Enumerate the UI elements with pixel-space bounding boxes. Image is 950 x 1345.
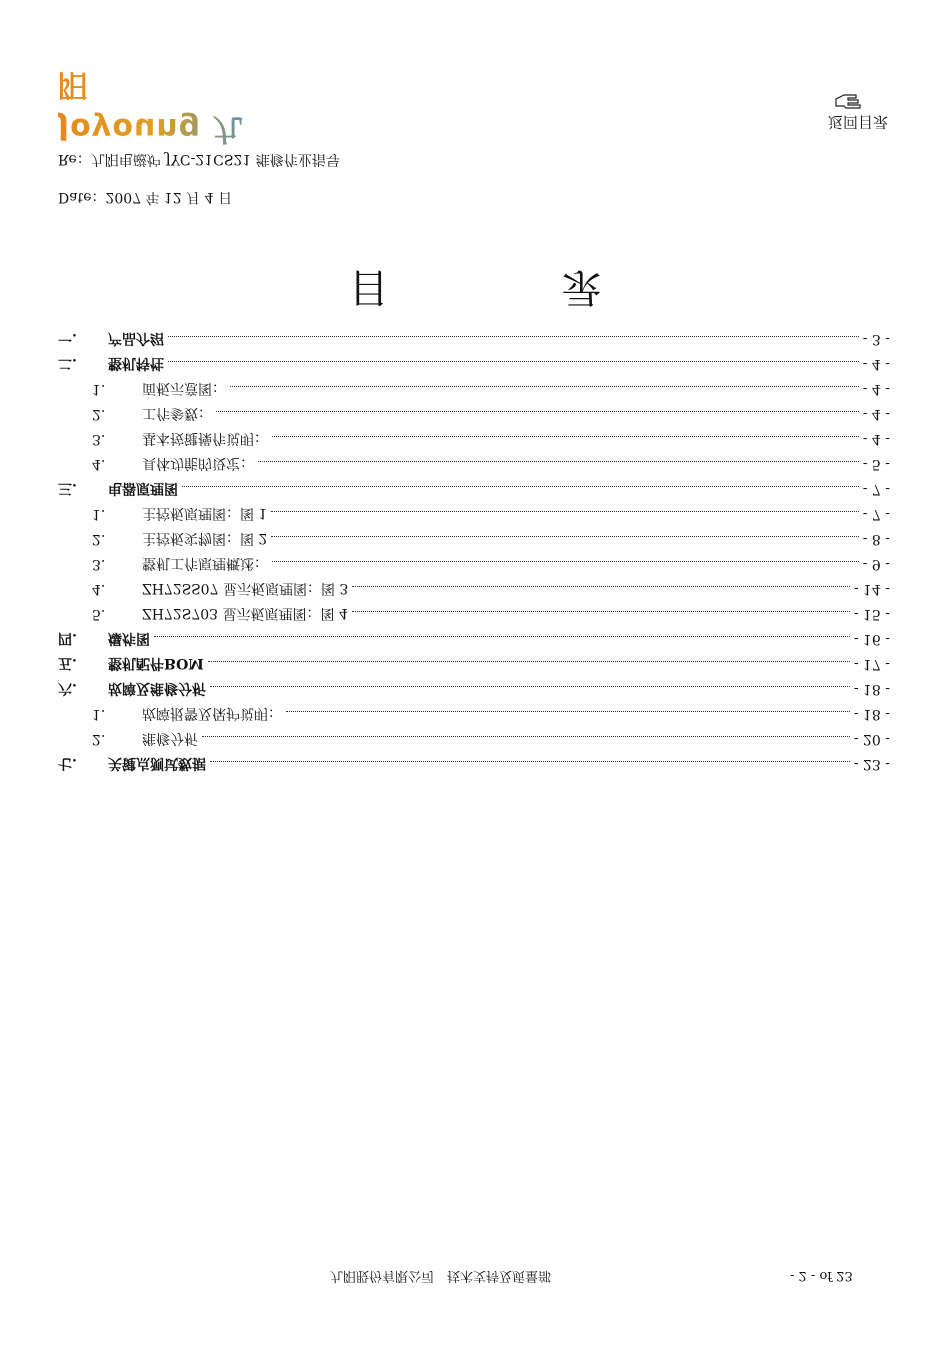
toc-dot-leader	[168, 360, 859, 362]
table-of-contents	[58, 326, 890, 776]
footer-page-number: - 2 - of 23	[790, 1268, 853, 1283]
toc-entry-page: - 16 -	[853, 630, 890, 647]
toc-entry-page: - 7 -	[862, 505, 890, 522]
toc-entry-number: 1.	[92, 380, 106, 397]
toc-entry[interactable]	[58, 701, 890, 726]
toc-entry-number: 二.	[58, 354, 77, 371]
toc-entry-page: - 9 -	[862, 555, 890, 572]
toc-dot-leader	[272, 560, 859, 562]
toc-entry[interactable]	[58, 476, 890, 501]
toc-entry-number: 4.	[92, 580, 106, 597]
toc-entry-page: - 17 -	[853, 655, 890, 672]
date-line: Date：2007 年 12 月 4 日	[58, 189, 233, 205]
toc-entry[interactable]	[58, 551, 890, 576]
toc-entry-number: 一.	[58, 329, 77, 346]
page-title: 目 录	[348, 264, 682, 310]
pointing-hand-icon	[834, 92, 866, 110]
toc-entry-page: - 4 -	[862, 380, 890, 397]
toc-entry[interactable]	[58, 651, 890, 676]
toc-entry-number: 4.	[92, 455, 106, 472]
toc-entry-page: - 18 -	[853, 680, 890, 697]
toc-dot-leader	[230, 385, 859, 387]
toc-dot-leader	[286, 710, 850, 712]
toc-dot-leader	[271, 510, 858, 512]
toc-entry[interactable]	[58, 326, 890, 351]
toc-dot-leader	[352, 610, 850, 612]
toc-entry-title[interactable]: 整机工作原理概述：	[142, 554, 268, 571]
toc-entry-number: 5.	[92, 605, 106, 622]
toc-entry-page: - 20 -	[853, 730, 890, 747]
toc-entry-page: - 14 -	[853, 580, 890, 597]
toc-entry-number: 3.	[92, 555, 106, 572]
toc-entry[interactable]	[58, 726, 890, 751]
toc-dot-leader	[210, 760, 850, 762]
toc-entry-title[interactable]: 电器原理图	[108, 479, 178, 496]
toc-dot-leader	[202, 735, 850, 737]
toc-entry-number: 五.	[58, 654, 77, 671]
toc-entry-number: 六.	[58, 679, 77, 696]
toc-entry-page: - 4 -	[862, 355, 890, 372]
logo-text: Joyoung 九阳	[58, 66, 273, 154]
toc-entry-title[interactable]: 关键点测试数据	[108, 754, 206, 771]
toc-dot-leader	[208, 660, 850, 662]
toc-dot-leader	[271, 535, 858, 537]
toc-entry-title[interactable]: 整机配件BOM	[108, 654, 204, 671]
return-to-toc-link[interactable]	[828, 92, 888, 133]
toc-entry-page: - 15 -	[853, 605, 890, 622]
toc-entry[interactable]	[58, 751, 890, 776]
toc-entry-number: 1.	[92, 505, 106, 522]
toc-entry-title[interactable]: ZH72SS07 显示板原理图：图 3	[142, 579, 349, 596]
toc-entry-title[interactable]: 产品介绍	[108, 329, 164, 346]
toc-entry-number: 2.	[92, 405, 106, 422]
toc-entry[interactable]	[58, 526, 890, 551]
toc-entry-number: 2.	[92, 730, 106, 747]
toc-entry-title[interactable]: 主控板原理图：图 1	[142, 504, 268, 521]
toc-dot-leader	[216, 410, 859, 412]
toc-entry-title[interactable]: 基本按键操作说明：	[142, 429, 268, 446]
toc-entry-title[interactable]: 工作参数：	[142, 404, 212, 421]
toc-entry-title[interactable]: 主控板实物图：图 2	[142, 529, 268, 546]
toc-entry[interactable]	[58, 401, 890, 426]
toc-entry-number: 三.	[58, 479, 77, 496]
toc-entry-number: 3.	[92, 430, 106, 447]
toc-entry-title[interactable]: 维修分析	[142, 729, 198, 746]
footer-company: 九阳股份有限公司 技术支持及质量部	[330, 1268, 552, 1283]
toc-entry[interactable]	[58, 676, 890, 701]
toc-entry[interactable]	[58, 576, 890, 601]
toc-entry[interactable]	[58, 351, 890, 376]
toc-entry-page: - 7 -	[862, 480, 890, 497]
toc-entry-title[interactable]: 整机特性	[108, 354, 164, 371]
toc-entry[interactable]	[58, 376, 890, 401]
toc-entry-page: - 4 -	[862, 405, 890, 422]
toc-entry-number: 2.	[92, 530, 106, 547]
toc-entry-title[interactable]: 爆炸图	[108, 629, 150, 646]
toc-dot-leader	[154, 635, 850, 637]
toc-entry[interactable]	[58, 626, 890, 651]
toc-dot-leader	[210, 685, 850, 687]
toc-entry[interactable]	[58, 601, 890, 626]
toc-entry-page: - 8 -	[862, 530, 890, 547]
toc-dot-leader	[272, 435, 859, 437]
toc-entry-number: 七.	[58, 754, 77, 771]
toc-entry-title[interactable]: ZH72S703 显示板原理图：图 4	[142, 604, 348, 621]
toc-entry-number: 1.	[92, 705, 106, 722]
toc-dot-leader	[352, 585, 850, 587]
toc-entry[interactable]	[58, 451, 890, 476]
return-link-label[interactable]: 返回目录	[827, 113, 888, 131]
toc-dot-leader	[182, 485, 859, 487]
toc-entry-page: - 18 -	[853, 705, 890, 722]
toc-entry-title[interactable]: 故障报警及保护说明：	[142, 704, 282, 721]
toc-dot-leader	[258, 460, 859, 462]
toc-entry-page: - 5 -	[862, 455, 890, 472]
toc-entry-page: - 3 -	[862, 330, 890, 347]
toc-entry-number: 四.	[58, 629, 77, 646]
toc-entry-title[interactable]: 故障及维修分析	[108, 679, 206, 696]
toc-entry-title[interactable]: 面板示意图：	[142, 379, 226, 396]
re-line: Re：九阳电磁炉 JYC-21CS21 维修作业指导	[58, 151, 340, 167]
toc-entry[interactable]	[58, 426, 890, 451]
company-logo	[58, 66, 273, 146]
toc-dot-leader	[168, 335, 859, 337]
toc-entry-page: - 23 -	[853, 755, 890, 772]
toc-entry[interactable]	[58, 501, 890, 526]
toc-entry-title[interactable]: 具体功能的设定：	[142, 454, 254, 471]
toc-entry-page: - 4 -	[862, 430, 890, 447]
